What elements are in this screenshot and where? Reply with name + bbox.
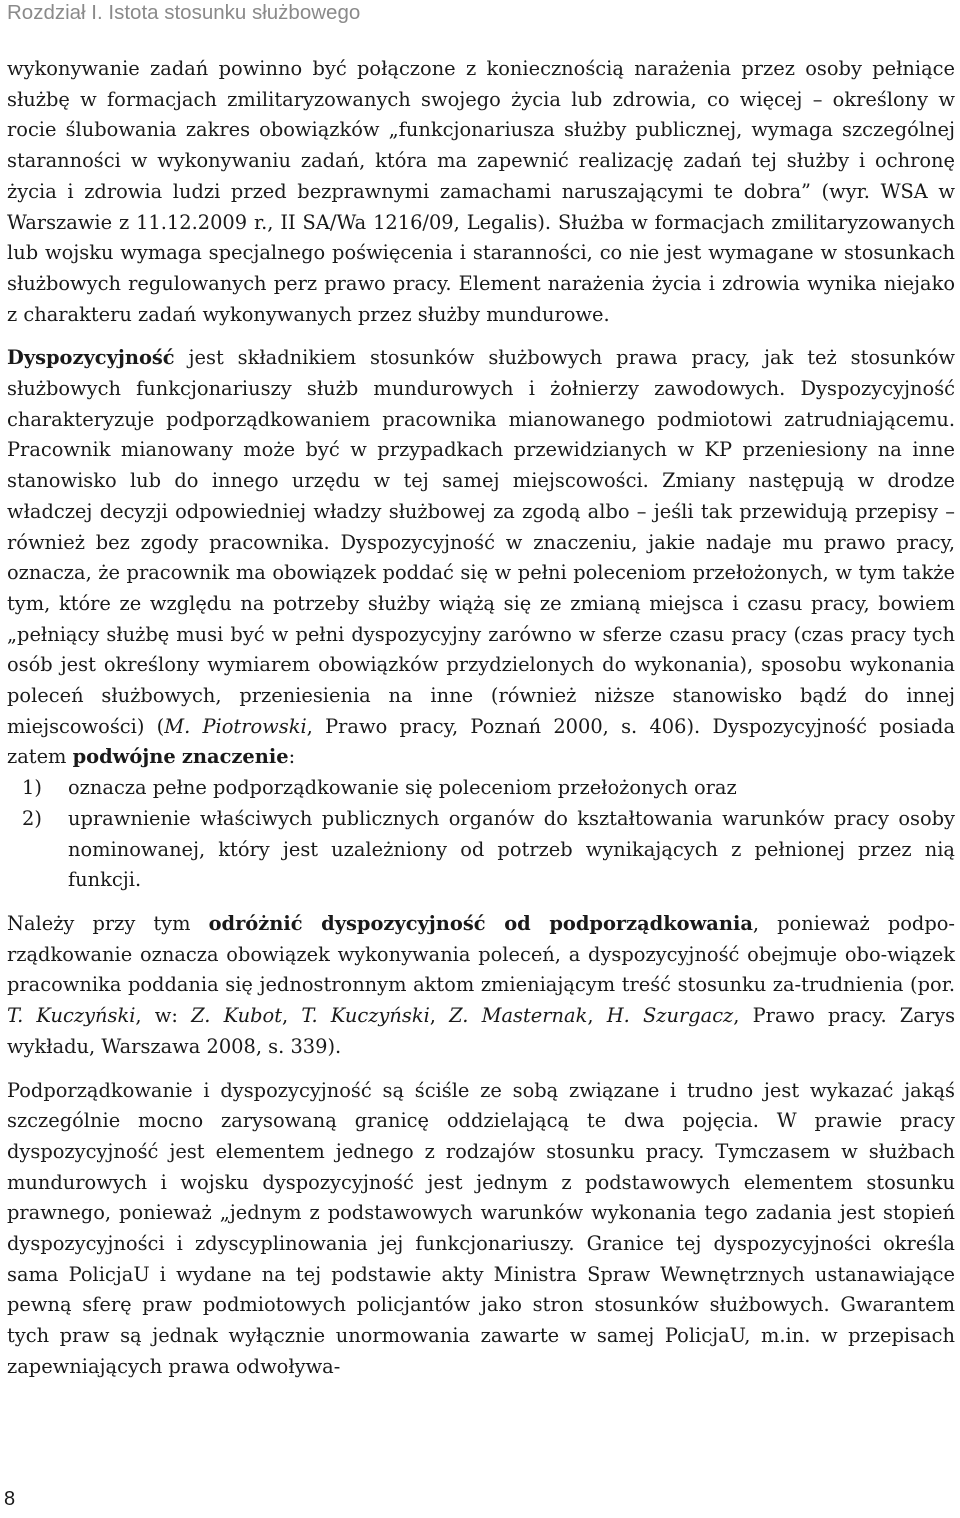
paragraph-3: [7, 909, 955, 1063]
page-body: [7, 54, 955, 1383]
paragraph-2: [7, 343, 955, 773]
author: Z. Masternak: [449, 1004, 588, 1028]
sep: , w:: [135, 1004, 192, 1028]
p3-end: , Prawo pracy. Zarys wykładu, Warszawa 2008, s. 339).: [7, 1004, 956, 1058]
bold-podwojne: podwójne: [72, 745, 176, 769]
paragraph-4: Podporządkowanie i dyspozycyjność są ściśle ze sobą związane i trudno jest wykazać jakąś szczególnie mocno zarysowaną granicę oddzielającą te dwa pojęcia. W prawie pracy dyspozycyjność jest elementem jednego z rodzajów stosunku pracy. Tymczasem w służbach mundurowych i wojsku dyspozycyjność jest jednym z podstawowych elementem stosunku prawnego, ponieważ „jednym z podstawowych warunków wykonania tego zadania jest stopień dyspozycyjności i zdyscyplinowania jej funkcjonariuszy. Granice tej dyspozycyjności określa sama PolicjaU i wydane na tej podstawie akty Ministra Spraw Wewnętrznych ustanawiające pewną sferę praw podmiotowych policjantów jako stron stosunków służbowych. Gwarantem tych praw są jednak wyłącznie unormowania zawarte w samej PolicjaU, m.in. w przepisach zapewniających prawa odwoływa-: [7, 1078, 955, 1378]
list-item: [7, 773, 955, 804]
bold-znaczenie: znaczenie: [181, 745, 289, 769]
author: H. Szurgacz: [606, 1004, 734, 1028]
sep: ,: [282, 1004, 302, 1028]
paragraph-1: wykonywanie zadań powinno być połączone z koniecznością narażenia przez osoby pełniące służbę w formacjach zmilitaryzowanych swojego życia lub zdrowia, co więcej – określony w rocie ślubowania zakres obowiązków „funkcjonariusza służby publicznej, wymaga szczególnej staranności w wykonywaniu zadań, która ma zapewnić realizację zadań tej służby i ochronę życia i zdrowia ludzi przed bezprawnymi zamachami naruszającymi te dobra” (wyr. WSA w Warszawie z 11.12.2009 r., II SA/Wa 1216/09, Legalis). Służba w formacjach zmilitaryzowanych lub wojsku wymaga specjalnego poświęcenia i staranności, co nie jest wymagane w stosunkach służbowych regulowanych perz prawo pracy. Element narażenia życia i zdrowia wynika niejako z charakteru zadań wykonywanych przez służby mundurowe.: [7, 57, 955, 326]
author: T. Kuczyński: [301, 1004, 430, 1028]
running-header: Rozdział I. Istota stosunku służbowego: [7, 1, 361, 24]
author-piotrowski: M. Piotrowski: [164, 714, 307, 738]
sep: ,: [587, 1004, 607, 1028]
citation-tail: , Prawo pracy, Poznań 2000, s. 406). Dyspozycyjność posiada zatem: [7, 714, 955, 769]
list-number: 1): [22, 776, 42, 800]
author: T. Kuczyński: [7, 1004, 136, 1028]
list-text: uprawnienie właściwych publicznych organów do kształtowania warunków pracy osoby nominowanej, który jest uzależniony od potrzeb wynikających z pełnionej przez nią funkcji.: [68, 806, 955, 892]
author: Z. Kubot: [191, 1004, 283, 1028]
term-dyspozycyjnosc: Dyspozycyjność: [7, 346, 175, 370]
p3-start: Należy przy tym: [7, 911, 209, 935]
sep: ,: [429, 1004, 450, 1028]
page-number: 8: [4, 1488, 16, 1510]
paragraph-2-text: jest składnikiem stosunków służbowych prawa pracy, jak też stosunków służbowych funkcjonariuszy służb mundurowych i żołnierzy zawodowych. Dyspozycyjność charakteryzuje podporządkowaniem pracownika mianowanego podmiotowi zatrudniającemu. Pracownik mianowany może być w przypadkach przewidzianych w KP przeniesiony na inne stanowisko lub do innego urzędu w tej samej miejscowości. Zmiany następują w drodze władczej decyzji odpowiedniej władzy służbowej za zgodą albo – jeśli tak przewidują przepisy – również bez zgody pracownika. Dyspozycyjność w znaczeniu, jakie nadaje mu prawo pracy, oznacza, że pracownik ma obowiązek poddać się w pełni poleceniom przełożonych, w tym także tym, które ze względu na potrzeby służby wiążą się ze zmianą miejsca i czasu pracy, bowiem „pełniący służbę musi być w pełni dyspozycyjny zarówno w sferze czasu pracy (czas pracy tych osób jest określony wymiarem obowiązków przydzielonych do wykonania), sposobu wykonania poleceń służbowych, przeniesienia na inne (również niższe stanowisko bądź do innej miejscowości) (: [7, 346, 955, 738]
p3-bold: odróżnić dyspozycyjność od podporządkowania: [208, 911, 753, 935]
list-item: [7, 804, 955, 896]
p3-mid: , ponieważ podpo-rządkowanie oznacza obowiązek wykonywania poleceń, a dyspozycyjność obejmuje obo-wiązek pracownika poddania się jednostronnym aktom zmieniającym treść stosunku za-trudnienia (por.: [7, 911, 955, 997]
meaning-list: [7, 773, 955, 896]
colon: :: [288, 745, 296, 769]
list-number: 2): [22, 806, 42, 830]
list-text: oznacza pełne podporządkowanie się poleceniom przełożonych oraz: [68, 776, 737, 800]
